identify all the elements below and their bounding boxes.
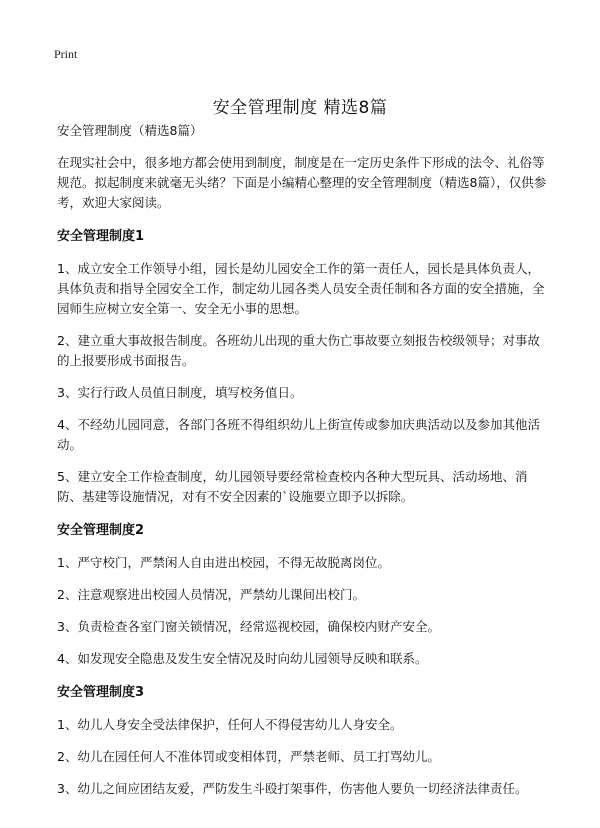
- section-1-item-5: 5、建立安全工作检查制度，幼儿园领导要经常检查校内各种大型玩具、活动场地、消防、基建等设施情况，对有不安全因素的`设施要立即予以拆除。: [57, 469, 528, 504]
- section-3-item-2: 2、幼儿在园任何人不准体罚或变相体罚，严禁老师、员工打骂幼儿。: [57, 749, 440, 764]
- section-3-item-1: 1、幼儿人身安全受法律保护，任何人不得侵害幼儿人身安全。: [57, 717, 403, 732]
- section-2-item-1: 1、严守校门，严禁闲人自由进出校园，不得无故脱离岗位。: [57, 555, 390, 570]
- section-3-item-3: 3、幼儿之间应团结友爱，严防发生斗殴打架事件，伤害他人要负一切经济法律责任。: [57, 781, 528, 796]
- section-2-item-2: 2、注意观察进出校园人员情况，严禁幼儿课间出校门。: [57, 587, 365, 602]
- section-1-item-1: 1、成立安全工作领导小组，园长是幼儿园安全工作的第一责任人，园长是具体负责人，具体负责和指导全园安全工作，制定幼儿园各类人员安全责任制和各方面的安全措施，全园师生应树立安全第一、安全无小事的思想。: [57, 261, 545, 316]
- section-2-item-3: 3、负责检查各室门窗关锁情况，经常巡视校园，确保校内财产安全。: [57, 619, 440, 634]
- section-1-item-3: 3、实行行政人员值日制度，填写校务值日。: [57, 385, 303, 400]
- document-body: [57, 121, 552, 811]
- intro-paragraph: 在现实社会中，很多地方都会使用到制度，制度是在一定历史条件下形成的法令、礼俗等规范。拟起制度来就毫无头绪？下面是小编精心整理的安全管理制度（精选8篇），仅供参考，欢迎大家阅读。: [57, 155, 547, 210]
- section-heading-2: 安全管理制度2: [57, 523, 145, 538]
- section-heading-1: 安全管理制度1: [57, 229, 145, 244]
- section-heading-3: 安全管理制度3: [57, 685, 145, 700]
- section-1-item-2: 2、建立重大事故报告制度。各班幼儿出现的重大伤亡事故要立刻报告校级领导；对事故的上报要形成书面报告。: [57, 333, 540, 368]
- section-1-item-4: 4、不经幼儿园同意，各部门各班不得组织幼儿上街宣传或参加庆典活动以及参加其他活动。: [57, 417, 540, 452]
- document-subtitle: 安全管理制度（精选8篇）: [57, 123, 203, 138]
- section-2-item-4: 4、如发现安全隐患及发生安全情况及时向幼儿园领导反映和联系。: [57, 651, 428, 666]
- print-label: Print: [54, 47, 78, 61]
- document-title: 安全管理制度 精选8篇: [212, 98, 388, 119]
